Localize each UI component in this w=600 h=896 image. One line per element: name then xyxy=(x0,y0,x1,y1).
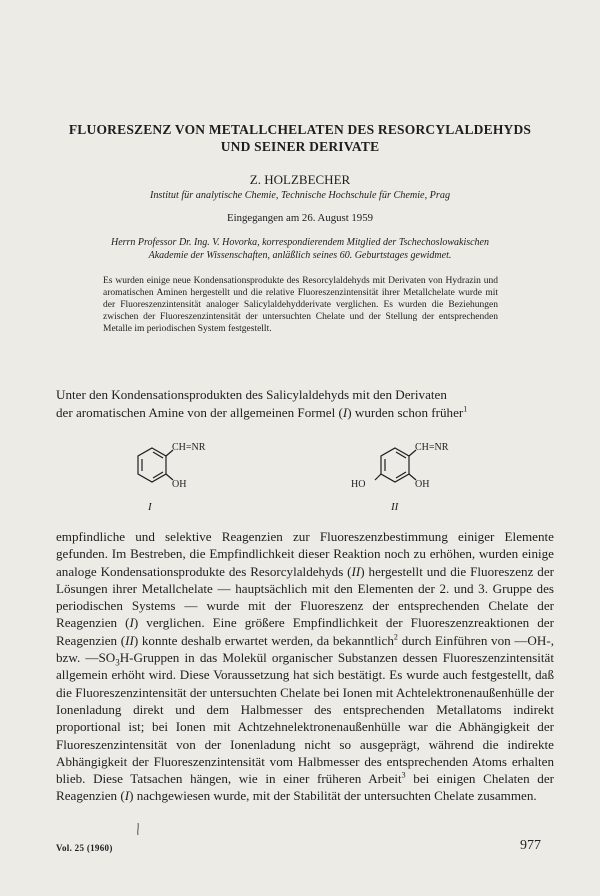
substituent-ho-2: HO xyxy=(351,479,366,490)
body-text-part-5: durch Einführen von —OH-, bzw. —SO xyxy=(56,632,554,666)
structure-formula-1 xyxy=(128,440,228,518)
structure-formula-2 xyxy=(345,440,465,518)
abstract: Es wurden einige neue Kondensationsprodukte des Resorcylaldehyds mit Derivaten von Hydrazin und aromatischen Aminen hergestellt und die relative Fluoreszenzintensität ihrer Metallchelate wurde mit der Fluoreszenzintensität analoger Salicylaldehydderivate verglichen. Es wurden die Beziehungen zwischen der Fluoreszenzintensität der untersuchten Chelate und der Stellung der entsprechenden Metalle im periodischen System festgestellt. xyxy=(103,276,498,334)
reference-marker-3: 3 xyxy=(401,770,406,780)
body-paragraph xyxy=(56,528,554,805)
bond-to-ho-2 xyxy=(375,474,381,480)
dedication-line-2: Akademie der Wissenschaften, anläßlich seines 60. Geburtstages gewidmet. xyxy=(148,250,452,261)
subscript: 3 xyxy=(115,657,120,668)
article-title xyxy=(40,121,560,155)
structure-label-1: I xyxy=(148,501,152,513)
intro-text-a: der aromatischen Amine von der allgemeinen Formel ( xyxy=(56,405,343,420)
reference-marker-2: 2 xyxy=(393,632,398,642)
intro-line-1: Unter den Kondensationsprodukten des Salicylaldehyds mit den Derivaten xyxy=(56,387,447,402)
body-text-part-8: ) nachgewiesen wurde, mit der Stabilität der untersuchten Chelate zusammen. xyxy=(129,788,537,804)
substituent-ch-nr-1: CH=NR xyxy=(172,442,206,453)
formula-ref: II xyxy=(351,563,361,579)
intro-text-b: ) wurden schon früher xyxy=(347,405,464,420)
volume-info: Vol. 25 (1960) xyxy=(56,843,113,853)
author-affiliation: Institut für analytische Chemie, Technische Hochschule für Chemie, Prag xyxy=(149,190,451,201)
substituent-ch-nr-2: CH=NR xyxy=(415,442,449,453)
formula-ref: I xyxy=(124,788,130,804)
substituent-oh-2: OH xyxy=(415,479,430,490)
title-line-1: FLUORESZENZ VON METALLCHELATEN DES RESORCYLALDEHYDS xyxy=(68,122,532,137)
body-text-part-3: ) verglichen. Eine größere Empfindlichkeit der Fluoreszenzreaktionen der Reagenzien ( xyxy=(56,615,554,648)
intro-formula-ref: I xyxy=(342,405,348,420)
received-date: Eingegangen am 26. August 1959 xyxy=(226,212,374,224)
dedication xyxy=(40,236,560,262)
formula-ref: I xyxy=(129,615,134,631)
body-text-part-6: H-Gruppen in das Molekül organischer Substanzen dessen Fluoreszenzintensität allgemein erhöht wird. Diese Voraussetzung hat sich bestätigt. Es wurde auch festgestellt, daß die Fluoreszenzintensität der untersuchten Chelate bei Ionen mit Achtelektronenaußenhülle der Ionenladung direkt und dem Halbmesser des entsprechenden Metallatoms indirekt proportional ist; bei Ionen mit Achtzehnelektronenaußenhülle war die Abhängigkeit der Fluoreszenzintensität von der Ionenladung nicht so ausgeprägt, während die indirekte Abhängigkeit der Fluoreszenzintensität vom Halbmesser des entsprechenden Atoms erhalten blieb. Diese Tatsachen hängen, wie in einer früheren Arbeit xyxy=(56,650,554,787)
author-name: Z. HOLZBECHER xyxy=(249,172,351,187)
dedication-line-1: Herrn Professor Dr. Ing. V. Hovorka, korrespondierendem Mitglied der Tschechoslowakischen xyxy=(110,237,489,248)
intro-paragraph xyxy=(56,386,554,422)
substituent-oh-1: OH xyxy=(172,479,187,490)
page-number: 977 xyxy=(520,838,541,853)
title-line-2: UND SEINER DERIVATE xyxy=(220,139,380,154)
reference-marker-1: 1 xyxy=(463,404,468,414)
body-text-part-2: ) hergestellt und die Fluoreszenz der Lösungen ihrer Metallchelate — hauptsächlich mit den Elementen der 2. und 3. Gruppe des periodischen Systems — wurde mit der Fluoreszenz der entsprechenden Chelate der Reagenzien ( xyxy=(56,563,554,631)
body-text-part-7: bei einigen Chelaten der Reagenzien ( xyxy=(56,771,554,804)
body-text-part-1: empfindliche und selektive Reagenzien zur Fluoreszenzbestimmung einiger Elemente gefunden. Im Bestreben, die Empfindlichkeit dieser Reaktion noch zu erhöhen, wurden einige analoge Kondensationsprodukte des Resorcylaldehyds ( xyxy=(56,529,554,579)
stray-pen-mark xyxy=(135,822,141,836)
formula-ref: II xyxy=(125,632,134,648)
structure-label-2: II xyxy=(391,501,399,513)
body-text-part-4: ) konnte deshalb erwartet werden, da bekanntlich xyxy=(133,632,394,648)
intro-line-2 xyxy=(56,404,554,422)
